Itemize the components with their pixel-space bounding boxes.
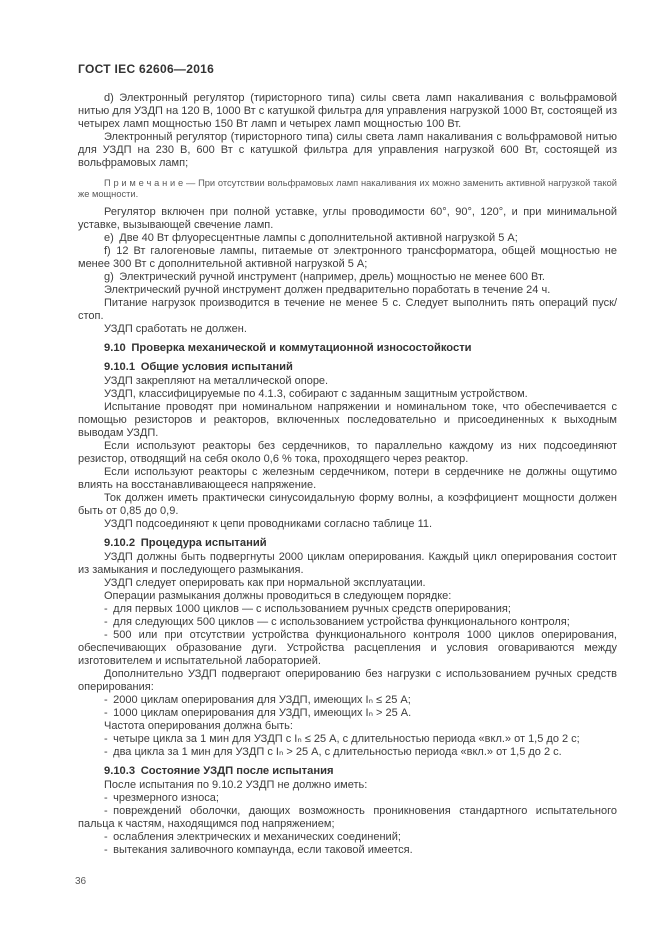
- bullet-1000-cycles-gt-25a: - 1000 циклам оперирования для УЗДП, имеющих Iₙ > 25 А.: [104, 707, 412, 719]
- list-item-g: g) Электрический ручной инструмент (например, дрель) мощностью не менее 600 Вт.: [104, 271, 545, 283]
- paragraph-conductors-table11: УЗДП подсоединяют к цепи проводниками согласно таблице 11.: [104, 518, 433, 530]
- bullet-enclosure-damage: - повреждений оболочки, дающих возможность проникновения стандартного испытательного пальца к частям, находящимся под напряжением;: [78, 805, 617, 830]
- page-number: 36: [75, 876, 87, 887]
- paragraph-no-load-operation: Дополнительно УЗДП подвергают оперированию без нагрузки с использованием ручных средств оперирования:: [78, 668, 617, 693]
- paragraph-2000-cycles: УЗДП должны быть подвергнуты 2000 циклам оперирования. Каждый цикл оперирования состоит из замыкания и последующего размыкания.: [78, 551, 617, 576]
- bullet-two-cycles-per-min: - два цикла за 1 мин для УЗДП с Iₙ > 25 А, с длительностью периода «вкл.» от 1,5 до 2 с.: [104, 746, 562, 758]
- paragraph-current-waveform: Ток должен иметь практически синусоидальную форму волны, а коэффициент мощности должен быть от 0,85 до 0,9.: [78, 492, 617, 517]
- paragraph-reactors-no-core: Если используют реакторы без сердечников, то параллельно каждому из них подсоединяют резистор, отводящий на себя около 0,6 % тока, проходящего через реактор.: [78, 440, 617, 465]
- bullet-first-1000-cycles: - для первых 1000 циклов — с использованием ручных средств оперирования;: [104, 603, 511, 615]
- paragraph-test-conditions: Испытание проводят при номинальном напряжении и номинальном токе, что обеспечивается с помощью резисторов и реакторов, включенных последовательно и присоединенных к выходным выводам УЗДП.: [78, 401, 617, 439]
- list-item-f: f) 12 Вт галогеновые лампы, питаемые от электронного трансформатора, общей мощностью не менее 300 Вт с дополнительной активной нагрузкой 5 А;: [78, 245, 617, 270]
- paragraph-classification: УЗДП, классифицируемые по 4.1.3, собирают с заданным защитным устройством.: [104, 388, 528, 400]
- paragraph-operation-frequency: Частота оперирования должна быть:: [104, 720, 293, 732]
- list-item-e: e) Две 40 Вт флуоресцентные лампы с дополнительной активной нагрузкой 5 А;: [104, 232, 518, 244]
- bullet-500-or-1000-cycles: - 500 или при отсутствии устройства функционального контроля 1000 циклов оперирования, обеспечивающих образование дуги. Устройства расцепления и условия оговариваются между изготовителем и испытательной лабораторией.: [78, 629, 617, 667]
- paragraph-hand-tool: Электрический ручной инструмент должен предварительно поработать в течение 24 ч.: [104, 284, 551, 296]
- bullet-loose-connections: - ослабления электрических и механических соединений;: [104, 831, 401, 843]
- paragraph-opening-order: Операции размыкания должны проводиться в следующем порядке:: [104, 590, 452, 602]
- section-heading-9-10-3: 9.10.3 Состояние УЗДП после испытания: [104, 765, 334, 777]
- bullet-next-500-cycles: - для следующих 500 циклов — с использованием устройства функционального контроля;: [104, 616, 570, 628]
- bullet-compound-leak: - вытекания заливочного компаунда, если таковой имеется.: [104, 844, 413, 856]
- section-heading-9-10-2: 9.10.2 Процедура испытаний: [104, 537, 267, 549]
- document-standard-title: ГОСТ IEC 62606—2016: [78, 62, 215, 76]
- paragraph-after-test: После испытания по 9.10.2 УЗДП не должно иметь:: [104, 779, 368, 791]
- list-item-d: d) Электронный регулятор (тиристорного типа) силы света ламп накаливания с вольфрамовой нитью для УЗДП на 120 В, 1000 Вт с катушкой фильтра для управления нагрузкой 1000 Вт, состоящей из четырех ламп мощностью 150 Вт ламп и четырех ламп мощностью 100 Вт.: [78, 92, 617, 130]
- note-paragraph: П р и м е ч а н и е — При отсутствии вольфрамовых ламп накаливания их можно заменить активной нагрузкой такой же мощности.: [78, 178, 617, 199]
- paragraph-regulator-230v: Электронный регулятор (тиристорного типа) силы света ламп накаливания с вольфрамовой нитью для УЗДП на 230 В, 600 Вт с катушкой фильтра для управления нагрузкой 600 Вт, состоящей из вольфрамовых ламп;: [78, 131, 617, 169]
- bullet-four-cycles-per-min: - четыре цикла за 1 мин для УЗДП с Iₙ ≤ 25 А, с длительностью периода «вкл.» от 1,5 до 2 с;: [104, 733, 580, 745]
- section-heading-9-10-1: 9.10.1 Общие условия испытаний: [104, 361, 293, 373]
- paragraph-reactors-iron-core: Если используют реакторы с железным сердечником, потери в сердечнике не должны ощутимо влиять на восстанавливающееся напряжение.: [78, 466, 617, 491]
- paragraph-mounting: УЗДП закрепляют на металлической опоре.: [104, 375, 329, 387]
- paragraph-load-power: Питание нагрузок производится в течение не менее 5 с. Следует выполнить пять операций пуск/стоп.: [78, 297, 617, 322]
- bullet-2000-cycles-le-25a: - 2000 циклам оперирования для УЗДП, имеющих Iₙ ≤ 25 А;: [104, 694, 411, 706]
- paragraph-regulator-setting: Регулятор включен при полной уставке, углы проводимости 60°, 90°, 120°, и при минимальной уставке, вызывающей свечение ламп.: [78, 206, 617, 231]
- section-heading-9-10: 9.10 Проверка механической и коммутационной износостойкости: [104, 342, 472, 354]
- bullet-excessive-wear: - чрезмерного износа;: [104, 792, 219, 804]
- paragraph-no-trip: УЗДП сработать не должен.: [104, 323, 247, 335]
- paragraph-normal-operation: УЗДП следует оперировать как при нормальной эксплуатации.: [104, 577, 426, 589]
